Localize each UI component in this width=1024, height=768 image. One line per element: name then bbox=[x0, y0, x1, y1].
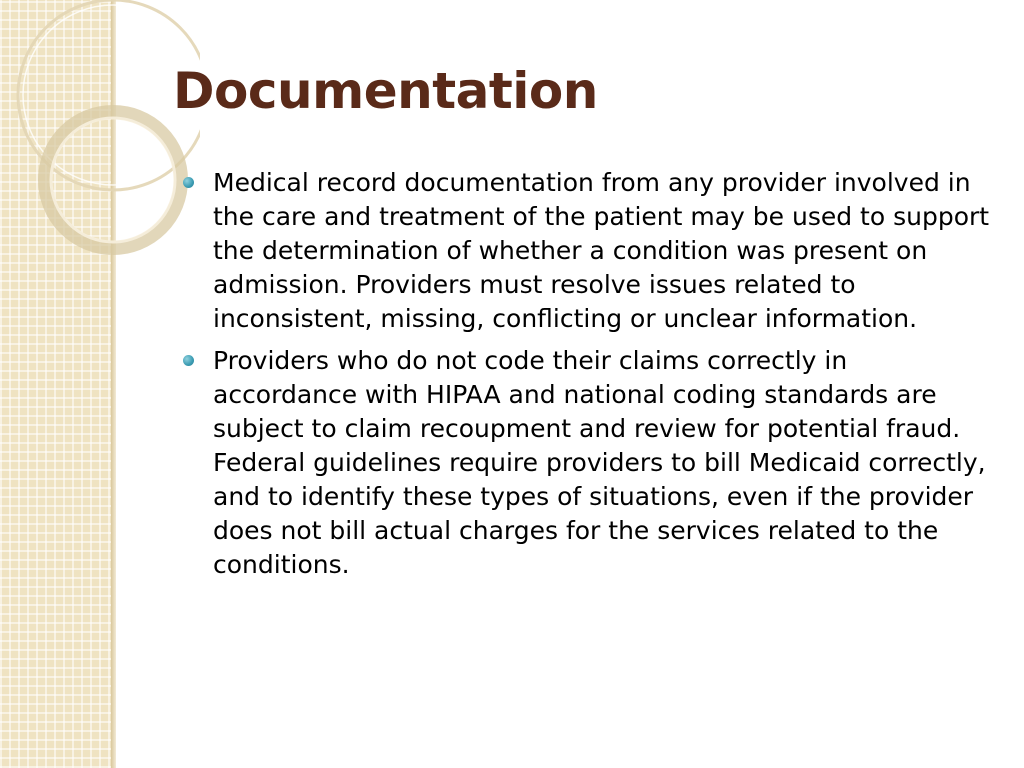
decorative-rings bbox=[0, 0, 200, 300]
decorative-ring-bottom bbox=[45, 112, 181, 248]
bullet-text: Medical record documentation from any provider involved in the care and treatment of the patient may be used to support the determination of whether a condition was present on admission. Providers must resolve issues related to inconsistent, missing, conflicting or unclear information. bbox=[213, 168, 990, 333]
bullet-item bbox=[183, 166, 993, 336]
bullet-text: Providers who do not code their claims correctly in accordance with HIPAA and national coding standards are subject to claim recoupment and review for potential fraud. Federal guidelines require providers to bill Medicaid correctly, and to identify these types of situations, even if the provider does not bill actual charges for the services related to the conditions. bbox=[213, 346, 986, 579]
bullet-item bbox=[183, 344, 993, 582]
bullet-list bbox=[183, 166, 993, 590]
bullet-dot-icon bbox=[183, 355, 194, 366]
slide-title: Documentation bbox=[173, 62, 598, 120]
bullet-dot-icon bbox=[183, 177, 194, 188]
